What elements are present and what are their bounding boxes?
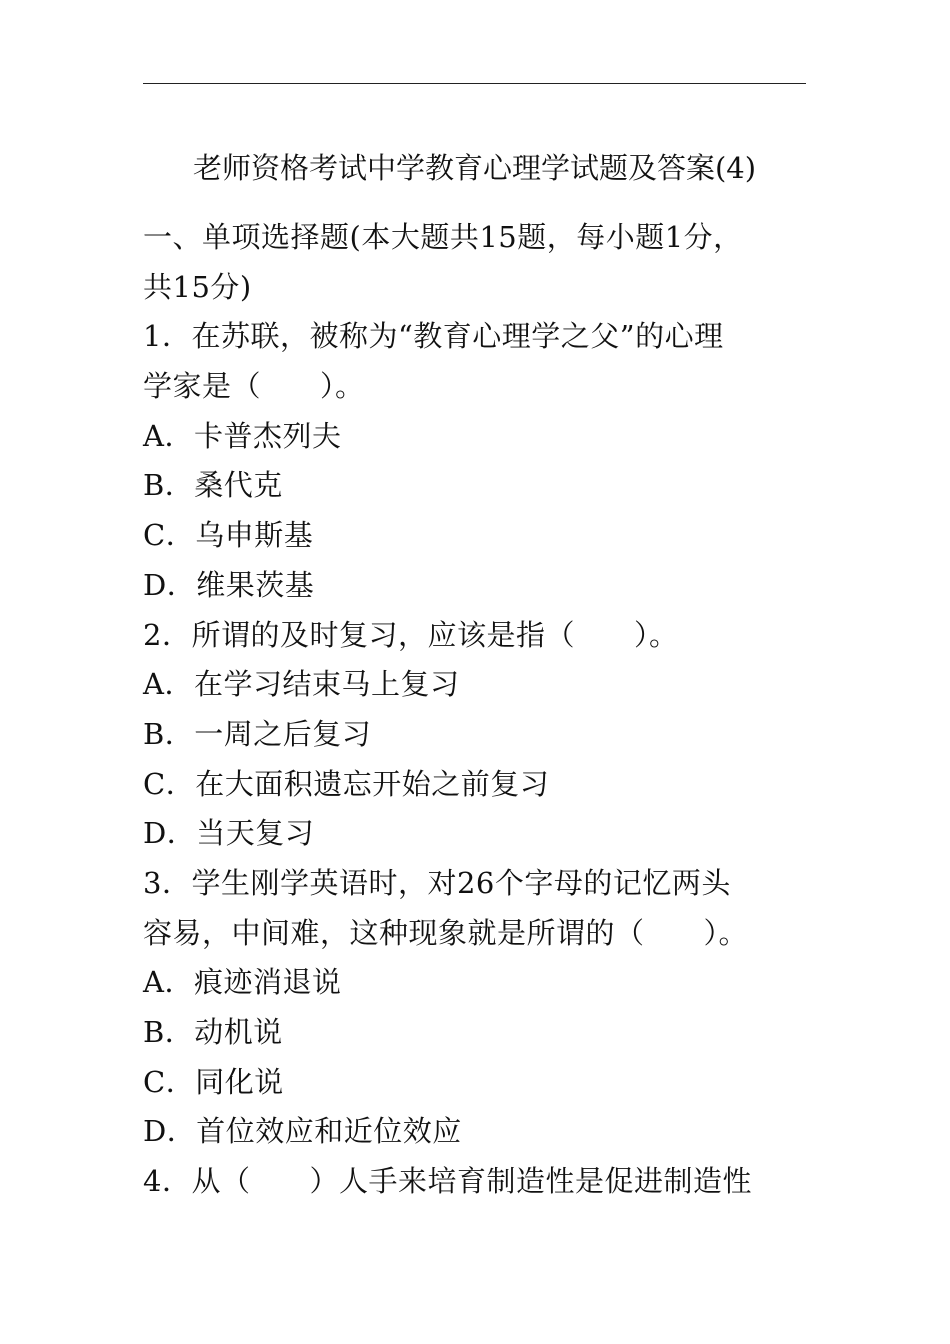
question-3-stem-line-1: 3．学生刚学英语时，对26个字母的记忆两头 bbox=[143, 865, 731, 900]
question-3-option-d: D．首位效应和近位效应 bbox=[143, 1114, 462, 1149]
section-heading-line-2: 共15分) bbox=[143, 269, 252, 304]
question-3-stem-line-2: 容易，中间难，这种现象就是所谓的（ ）。 bbox=[143, 915, 749, 950]
question-2-option-a: A．在学习结束马上复习 bbox=[143, 667, 460, 702]
section-heading-line-1: 一、单项选择题(本大题共15题，每小题1分， bbox=[143, 220, 743, 254]
question-2-stem-line-1: 2．所谓的及时复习，应该是指（ ）。 bbox=[143, 617, 679, 652]
question-1-stem-line-2: 学家是（ ）。 bbox=[143, 369, 365, 404]
question-1-option-b: B．桑代克 bbox=[143, 468, 283, 503]
question-2-option-d: D．当天复习 bbox=[143, 816, 315, 851]
question-3-option-b: B．动机说 bbox=[143, 1015, 283, 1049]
question-1-option-d: D．维果茨基 bbox=[143, 567, 315, 602]
question-2-option-b: B．一周之后复习 bbox=[143, 716, 372, 751]
header-rule bbox=[143, 83, 806, 84]
question-1-option-a: A．卡普杰列夫 bbox=[143, 418, 342, 453]
question-4-stem-line-1: 4．从（ ）人手来培育制造性是促进制造性 bbox=[143, 1164, 752, 1199]
document-title: 老师资格考试中学教育心理学试题及答案(4) bbox=[192, 151, 757, 185]
question-2-option-c: C．在大面积遗忘开始之前复习 bbox=[143, 766, 550, 801]
question-3-option-a: A．痕迹消退说 bbox=[143, 965, 342, 1000]
question-3-option-c: C．同化说 bbox=[143, 1064, 284, 1099]
question-1-option-c: C．乌申斯基 bbox=[143, 518, 314, 553]
question-1-stem-line-1: 1．在苏联，被称为“教育心理学之父”的心理 bbox=[143, 319, 724, 354]
document-body bbox=[143, 213, 811, 1207]
